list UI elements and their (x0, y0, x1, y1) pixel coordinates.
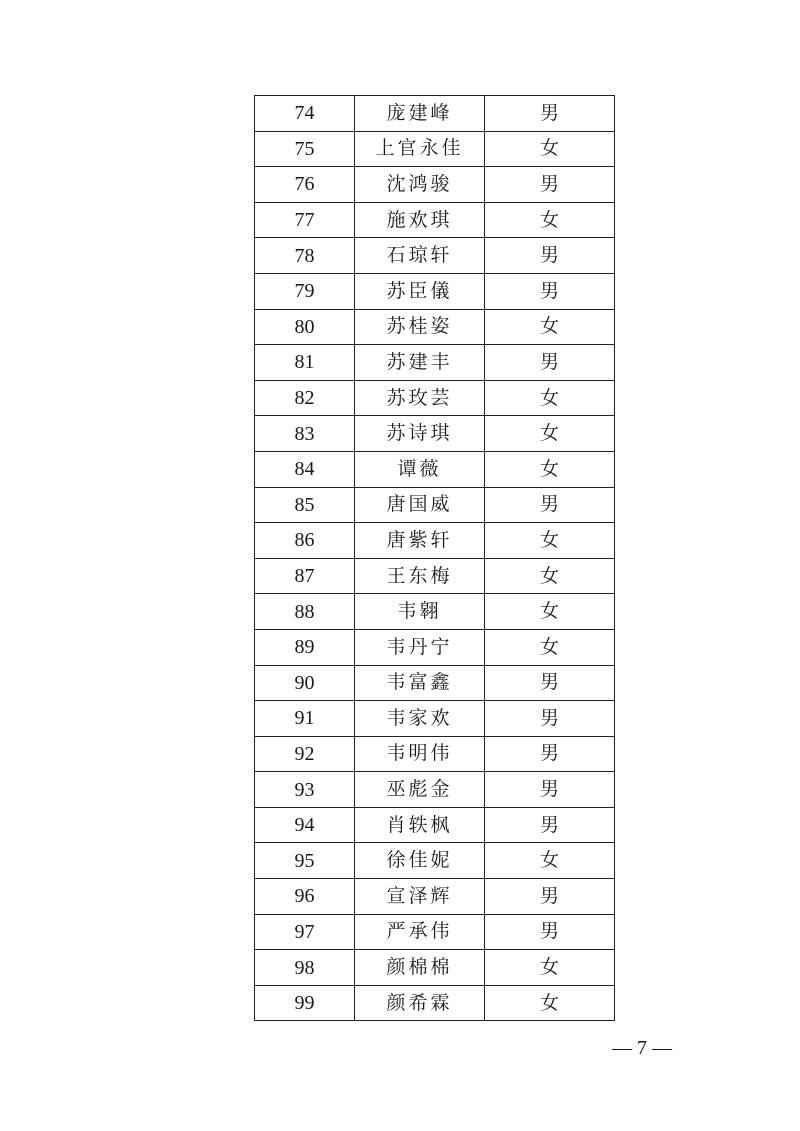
table-row (255, 309, 615, 345)
table-row (255, 914, 615, 950)
name-cell: 严承伟 (355, 914, 485, 950)
row-number-cell: 83 (255, 416, 355, 452)
table-row (255, 202, 615, 238)
row-number-cell: 74 (255, 96, 355, 132)
gender-cell: 女 (485, 950, 615, 986)
row-number-cell: 79 (255, 273, 355, 309)
row-number-cell: 80 (255, 309, 355, 345)
gender-cell: 男 (485, 167, 615, 203)
gender-cell: 女 (485, 416, 615, 452)
table-row (255, 167, 615, 203)
row-number-cell: 84 (255, 451, 355, 487)
gender-cell: 男 (485, 238, 615, 274)
row-number-cell: 77 (255, 202, 355, 238)
row-number-cell: 81 (255, 345, 355, 381)
row-number-cell: 99 (255, 985, 355, 1021)
name-cell: 王东梅 (355, 558, 485, 594)
gender-cell: 男 (485, 665, 615, 701)
name-cell: 巫彪金 (355, 772, 485, 808)
gender-cell: 男 (485, 487, 615, 523)
name-cell: 唐国威 (355, 487, 485, 523)
table-row (255, 523, 615, 559)
row-number-cell: 76 (255, 167, 355, 203)
gender-cell: 女 (485, 202, 615, 238)
gender-cell: 女 (485, 985, 615, 1021)
gender-cell: 男 (485, 345, 615, 381)
gender-cell: 女 (485, 558, 615, 594)
name-cell: 韦翱 (355, 594, 485, 630)
table-row (255, 807, 615, 843)
table-row (255, 451, 615, 487)
row-number-cell: 94 (255, 807, 355, 843)
table-row (255, 594, 615, 630)
name-cell: 苏桂姿 (355, 309, 485, 345)
name-cell: 韦明伟 (355, 736, 485, 772)
gender-cell: 男 (485, 273, 615, 309)
name-cell: 苏臣儀 (355, 273, 485, 309)
gender-cell: 女 (485, 523, 615, 559)
table-row (255, 238, 615, 274)
name-cell: 唐紫轩 (355, 523, 485, 559)
row-number-cell: 92 (255, 736, 355, 772)
row-number-cell: 91 (255, 701, 355, 737)
gender-cell: 女 (485, 380, 615, 416)
row-number-cell: 93 (255, 772, 355, 808)
name-cell: 谭薇 (355, 451, 485, 487)
gender-cell: 女 (485, 451, 615, 487)
name-cell: 施欢琪 (355, 202, 485, 238)
row-number-cell: 98 (255, 950, 355, 986)
table-row (255, 380, 615, 416)
row-number-cell: 96 (255, 879, 355, 915)
name-cell: 庞建峰 (355, 96, 485, 132)
gender-cell: 男 (485, 914, 615, 950)
name-cell: 苏玫芸 (355, 380, 485, 416)
table-row (255, 843, 615, 879)
name-cell: 上官永佳 (355, 131, 485, 167)
gender-cell: 男 (485, 772, 615, 808)
gender-cell: 男 (485, 807, 615, 843)
roster-table-body (255, 96, 615, 1021)
name-cell: 徐佳妮 (355, 843, 485, 879)
name-cell: 颜希霖 (355, 985, 485, 1021)
table-row (255, 131, 615, 167)
gender-cell: 女 (485, 131, 615, 167)
table-row (255, 487, 615, 523)
row-number-cell: 97 (255, 914, 355, 950)
table-row (255, 558, 615, 594)
row-number-cell: 78 (255, 238, 355, 274)
table-row (255, 736, 615, 772)
table-row (255, 879, 615, 915)
name-cell: 颜棉棉 (355, 950, 485, 986)
row-number-cell: 75 (255, 131, 355, 167)
name-cell: 韦丹宁 (355, 629, 485, 665)
gender-cell: 女 (485, 309, 615, 345)
row-number-cell: 95 (255, 843, 355, 879)
gender-cell: 女 (485, 629, 615, 665)
table-row (255, 701, 615, 737)
table-row (255, 950, 615, 986)
gender-cell: 男 (485, 96, 615, 132)
name-cell: 肖轶枫 (355, 807, 485, 843)
name-cell: 宣泽辉 (355, 879, 485, 915)
row-number-cell: 85 (255, 487, 355, 523)
gender-cell: 男 (485, 879, 615, 915)
name-cell: 石琼轩 (355, 238, 485, 274)
row-number-cell: 90 (255, 665, 355, 701)
table-row (255, 985, 615, 1021)
row-number-cell: 82 (255, 380, 355, 416)
table-row (255, 96, 615, 132)
row-number-cell: 88 (255, 594, 355, 630)
table-row (255, 772, 615, 808)
row-number-cell: 87 (255, 558, 355, 594)
gender-cell: 女 (485, 843, 615, 879)
table-row (255, 629, 615, 665)
table-row (255, 273, 615, 309)
gender-cell: 男 (485, 701, 615, 737)
name-cell: 韦富鑫 (355, 665, 485, 701)
roster-table (254, 95, 615, 1021)
name-cell: 苏诗琪 (355, 416, 485, 452)
table-row (255, 665, 615, 701)
gender-cell: 女 (485, 594, 615, 630)
name-cell: 韦家欢 (355, 701, 485, 737)
table-row (255, 345, 615, 381)
name-cell: 苏建丰 (355, 345, 485, 381)
page-number: — 7 — (612, 1037, 672, 1059)
gender-cell: 男 (485, 736, 615, 772)
table-row (255, 416, 615, 452)
row-number-cell: 86 (255, 523, 355, 559)
name-cell: 沈鸿骏 (355, 167, 485, 203)
row-number-cell: 89 (255, 629, 355, 665)
